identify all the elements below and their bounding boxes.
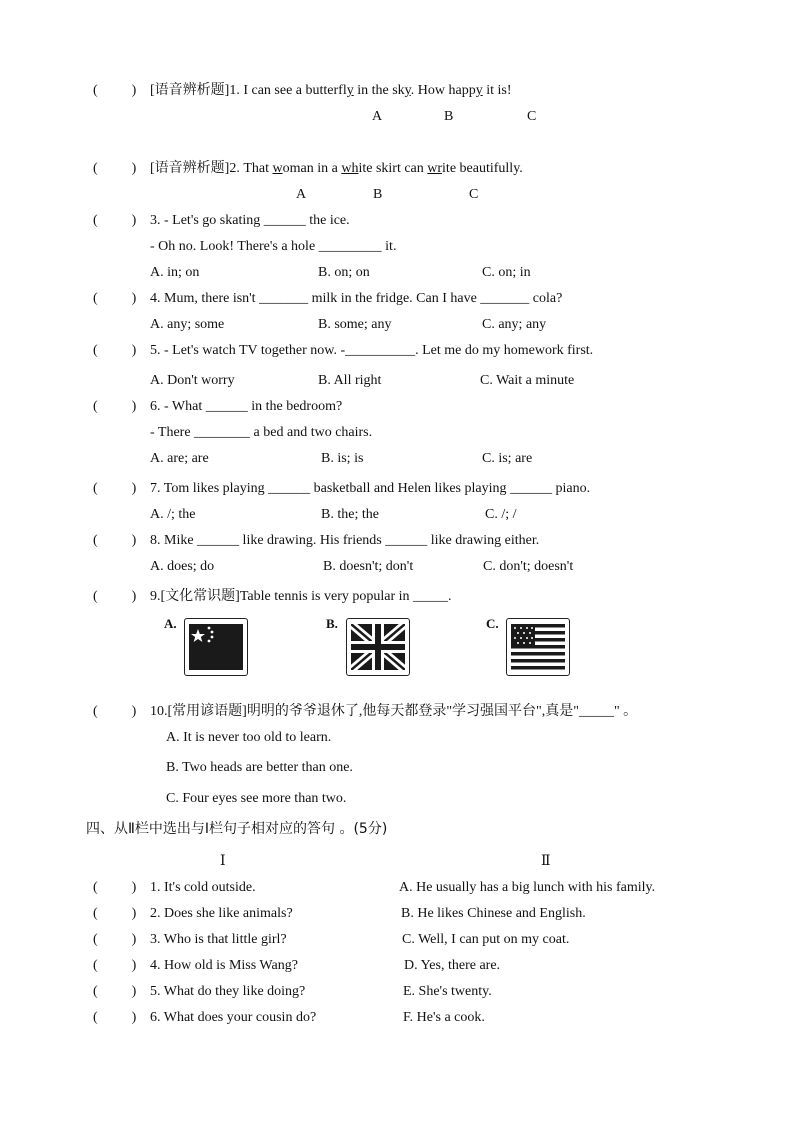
q1-paren[interactable]: ( ) bbox=[93, 83, 137, 98]
matching-row-paren[interactable]: ( ) bbox=[93, 906, 137, 921]
q9-text: 9.[文化常识题]Table tennis is very popular in _____. bbox=[150, 589, 452, 604]
q1-label-b: B bbox=[444, 109, 454, 124]
q1-text: [语音辨析题]1. I can see a butterfly in the sky. How happy it is! bbox=[150, 83, 512, 98]
section4-col2-header: Ⅱ bbox=[541, 854, 551, 869]
matching-answer: D. Yes, there are. bbox=[404, 958, 501, 973]
q8-text: 8. Mike ______ like drawing. His friends ______ like drawing either. bbox=[150, 533, 540, 548]
matching-row-paren[interactable]: ( ) bbox=[93, 880, 137, 895]
q2-label-b: B bbox=[373, 187, 383, 202]
q10-option-c: C. Four eyes see more than two. bbox=[166, 791, 347, 806]
q6-option-b: B. is; is bbox=[321, 451, 364, 466]
q2-label-a: A bbox=[296, 187, 307, 202]
matching-row-paren[interactable]: ( ) bbox=[93, 1010, 137, 1025]
q8-option-b: B. doesn't; don't bbox=[323, 559, 414, 574]
section4-title: 四、从Ⅱ栏中选出与Ⅰ栏句子相对应的答句 。(5分) bbox=[86, 821, 388, 837]
matching-answer: A. He usually has a big lunch with his family. bbox=[399, 880, 656, 895]
q7-option-c: C. /; / bbox=[485, 507, 517, 522]
q4-option-c: C. any; any bbox=[482, 317, 547, 332]
matching-answer: E. She's twenty. bbox=[403, 984, 492, 999]
q7-paren[interactable]: ( ) bbox=[93, 481, 137, 496]
matching-question: 1. It's cold outside. bbox=[150, 880, 256, 895]
q10-option-b: B. Two heads are better than one. bbox=[166, 760, 353, 775]
q6-text2: - There ________ a bed and two chairs. bbox=[150, 425, 373, 440]
q3-text: 3. - Let's go skating ______ the ice. bbox=[150, 213, 350, 228]
q10-paren[interactable]: ( ) bbox=[93, 704, 137, 719]
section4-col1-header: Ⅰ bbox=[220, 854, 226, 869]
q8-paren[interactable]: ( ) bbox=[93, 533, 137, 548]
q3-option-c: C. on; in bbox=[482, 265, 531, 280]
china-flag-icon[interactable] bbox=[184, 618, 248, 676]
q4-option-a: A. any; some bbox=[150, 317, 225, 332]
q9-paren[interactable]: ( ) bbox=[93, 589, 137, 604]
matching-answer: B. He likes Chinese and English. bbox=[401, 906, 586, 921]
q3-option-b: B. on; on bbox=[318, 265, 370, 280]
q1-label-c: C bbox=[527, 109, 537, 124]
flag-letter-a: A. bbox=[164, 616, 177, 631]
matching-row-paren[interactable]: ( ) bbox=[93, 958, 137, 973]
q3-text2: - Oh no. Look! There's a hole _________ it. bbox=[150, 239, 397, 254]
q4-text: 4. Mum, there isn't _______ milk in the fridge. Can I have _______ cola? bbox=[150, 291, 563, 306]
q5-option-a: A. Don't worry bbox=[150, 373, 235, 388]
q4-option-b: B. some; any bbox=[318, 317, 392, 332]
q3-option-a: A. in; on bbox=[150, 265, 200, 280]
matching-question: 5. What do they like doing? bbox=[150, 984, 306, 999]
flag-letter-b: B. bbox=[326, 616, 338, 631]
q7-option-a: A. /; the bbox=[150, 507, 196, 522]
q8-option-c: C. don't; doesn't bbox=[483, 559, 574, 574]
q4-paren[interactable]: ( ) bbox=[93, 291, 137, 306]
matching-row-paren[interactable]: ( ) bbox=[93, 932, 137, 947]
q3-paren[interactable]: ( ) bbox=[93, 213, 137, 228]
q6-option-a: A. are; are bbox=[150, 451, 209, 466]
q5-text: 5. - Let's watch TV together now. -__________. Let me do my homework first. bbox=[150, 343, 594, 358]
q10-text: 10.[常用谚语题]明明的爷爷退休了,他每天都登录"学习强国平台",真是"_____" 。 bbox=[150, 704, 638, 719]
q8-option-a: A. does; do bbox=[150, 559, 215, 574]
q7-text: 7. Tom likes playing ______ basketball and Helen likes playing ______ piano. bbox=[150, 481, 591, 496]
matching-question: 2. Does she like animals? bbox=[150, 906, 293, 921]
matching-question: 6. What does your cousin do? bbox=[150, 1010, 317, 1025]
matching-answer: C. Well, I can put on my coat. bbox=[402, 932, 570, 947]
uk-flag-icon[interactable] bbox=[346, 618, 410, 676]
q2-paren[interactable]: ( ) bbox=[93, 161, 137, 176]
matching-answer: F. He's a cook. bbox=[403, 1010, 485, 1025]
q6-paren[interactable]: ( ) bbox=[93, 399, 137, 414]
q5-option-b: B. All right bbox=[318, 373, 382, 388]
q2-label-c: C bbox=[469, 187, 479, 202]
usa-flag-icon-svg bbox=[511, 624, 565, 670]
usa-flag-icon[interactable] bbox=[506, 618, 570, 676]
uk-flag-icon-svg bbox=[351, 624, 405, 670]
q5-paren[interactable]: ( ) bbox=[93, 343, 137, 358]
q10-option-a: A. It is never too old to learn. bbox=[166, 730, 332, 745]
china-flag-icon-svg bbox=[189, 624, 243, 670]
q1-label-a: A bbox=[372, 109, 383, 124]
q7-option-b: B. the; the bbox=[321, 507, 379, 522]
matching-question: 4. How old is Miss Wang? bbox=[150, 958, 298, 973]
q6-option-c: C. is; are bbox=[482, 451, 533, 466]
matching-question: 3. Who is that little girl? bbox=[150, 932, 287, 947]
flag-letter-c: C. bbox=[486, 616, 499, 631]
q5-option-c: C. Wait a minute bbox=[480, 373, 575, 388]
matching-row-paren[interactable]: ( ) bbox=[93, 984, 137, 999]
q2-text: [语音辨析题]2. That woman in a white skirt can write beautifully. bbox=[150, 161, 523, 176]
q6-text: 6. - What ______ in the bedroom? bbox=[150, 399, 343, 414]
